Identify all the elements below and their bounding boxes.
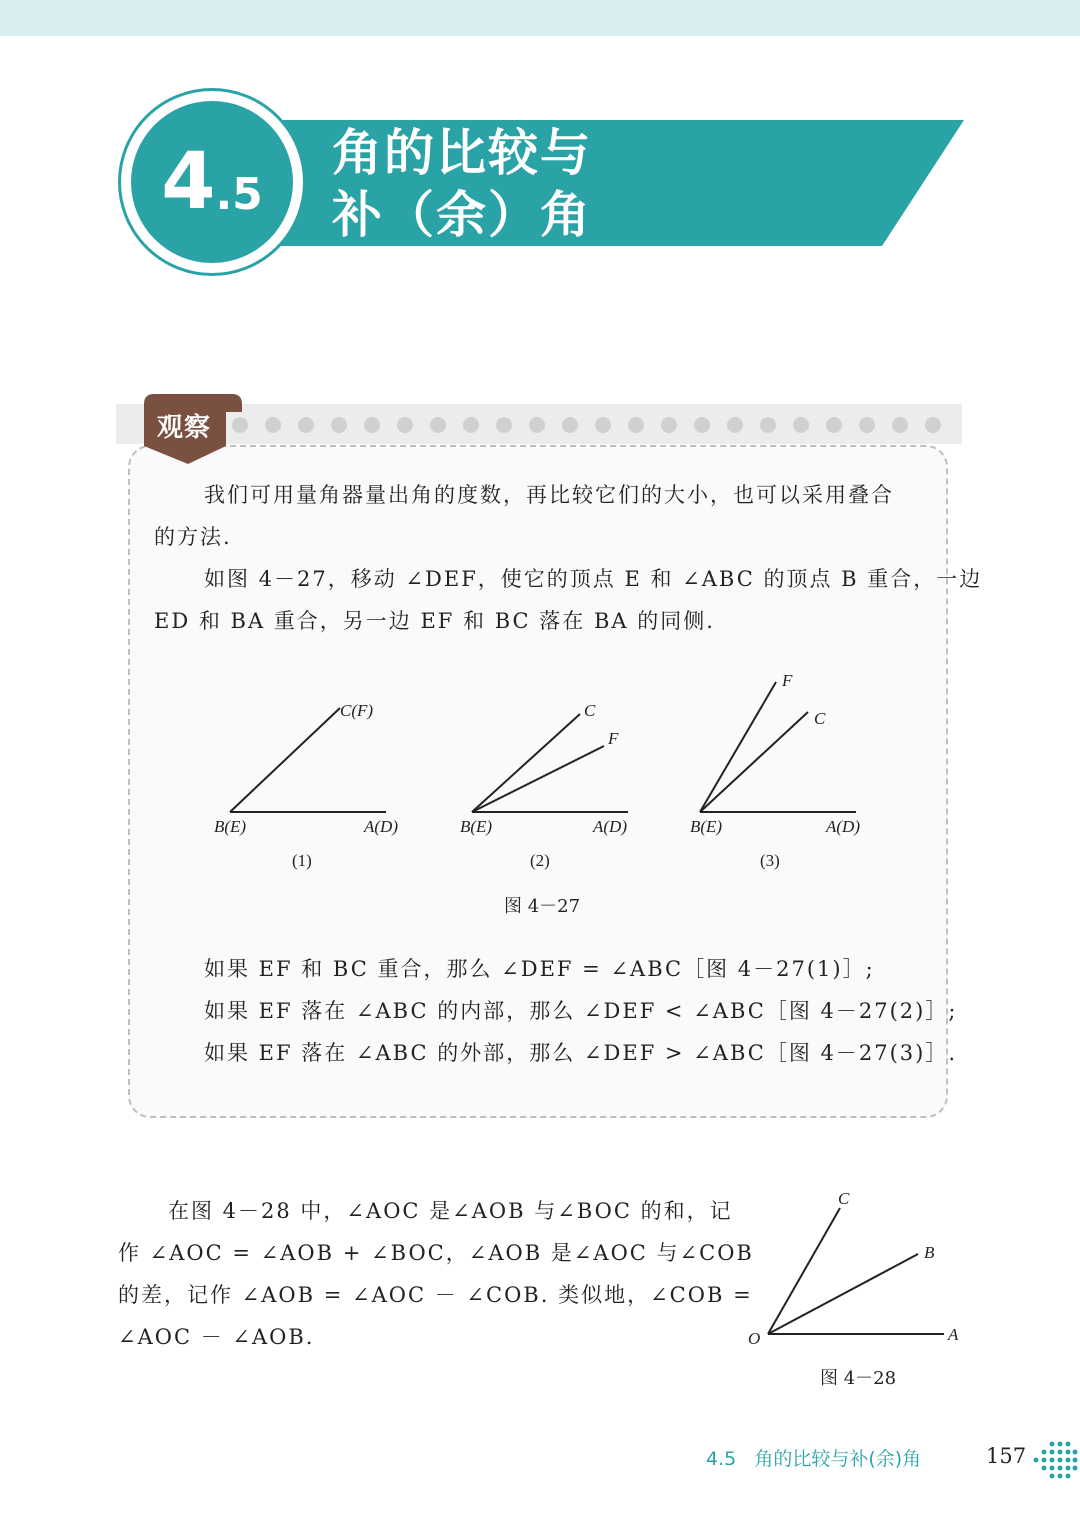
fig-sub3-label: (3) [760, 851, 780, 870]
section-title-line1: 角的比较与 [332, 124, 592, 182]
section-title [332, 122, 592, 246]
footer-section-title: 角的比较与补(余)角 [754, 1448, 922, 1470]
fig28-point-c: C [838, 1189, 850, 1208]
section-number [131, 101, 293, 263]
fig3-point-b: B(E) [690, 817, 723, 836]
main-line4: ∠AOC － ∠AOB. [118, 1325, 315, 1349]
observe-para1-a: 我们可用量角器量出角的度数，再比较它们的大小，也可以采用叠合 [204, 483, 894, 507]
fig-sub1-label: (1) [292, 851, 312, 870]
observe-line1: 如果 EF 和 BC 重合，那么 ∠DEF = ∠ABC［图 4－27(1)］; [204, 957, 875, 981]
fig1-point-a: A(D) [364, 817, 398, 836]
main-line2: 作 ∠AOC = ∠AOB + ∠BOC，∠AOB 是∠AOC 与∠COB [118, 1241, 754, 1265]
figure-4-28-caption: 图 4－28 [820, 1368, 897, 1389]
fig2-point-f: F [608, 729, 619, 748]
main-line1: 在图 4－28 中，∠AOC 是∠AOB 与∠BOC 的和，记 [168, 1199, 733, 1223]
main-line3: 的差，记作 ∠AOB = ∠AOC － ∠COB. 类似地，∠COB = [118, 1283, 753, 1307]
section-minor: .5 [215, 169, 263, 220]
fig3-point-a: A(D) [826, 817, 860, 836]
observe-line3: 如果 EF 落在 ∠ABC 的外部，那么 ∠DEF > ∠ABC［图 4－27(3)］. [204, 1041, 958, 1065]
fig1-ray-bc [230, 708, 340, 812]
fig3-point-c: C [814, 709, 826, 728]
fig2-point-b: B(E) [460, 817, 493, 836]
figure-4-28 [740, 1180, 980, 1360]
fig3-ray-ef [700, 682, 776, 812]
fig3-point-f: F [782, 671, 793, 690]
observe-para2-a: 如图 4－27，移动 ∠DEF，使它的顶点 E 和 ∠ABC 的顶点 B 重合，一边 [204, 567, 983, 591]
fig-sub2-label: (2) [530, 851, 550, 870]
figure-4-27-caption: 图 4－27 [504, 896, 581, 917]
fig1-point-b: B(E) [214, 817, 247, 836]
observe-para2-b: ED 和 BA 重合，另一边 EF 和 BC 落在 BA 的同侧. [154, 609, 715, 633]
section-major: 4 [161, 137, 216, 227]
observe-line2: 如果 EF 落在 ∠ABC 的内部，那么 ∠DEF < ∠ABC［图 4－27(2)］; [204, 999, 958, 1023]
observe-tag: 观察 [156, 413, 211, 443]
page-dots-icon [1030, 1438, 1078, 1482]
fig2-point-c: C [584, 701, 596, 720]
fig2-point-a: A(D) [593, 817, 627, 836]
fig28-point-b: B [924, 1243, 935, 1262]
fig28-point-a: A [948, 1325, 959, 1344]
fig2-ray-ef [472, 746, 604, 812]
top-band [0, 0, 1080, 36]
section-title-line2: 补（余）角 [332, 186, 592, 244]
footer-section-no: 4.5 [706, 1448, 737, 1470]
observe-para1-b: 的方法. [154, 525, 232, 549]
footer-section [706, 1444, 921, 1471]
fig28-point-o: O [748, 1329, 761, 1348]
page-number: 157 [986, 1444, 1027, 1468]
fig1-point-c: C(F) [340, 701, 374, 720]
notebook-holes [232, 417, 941, 433]
fig3-ray-bc [700, 712, 808, 812]
fig2-ray-bc [472, 714, 580, 812]
figure-4-27 [200, 666, 890, 876]
